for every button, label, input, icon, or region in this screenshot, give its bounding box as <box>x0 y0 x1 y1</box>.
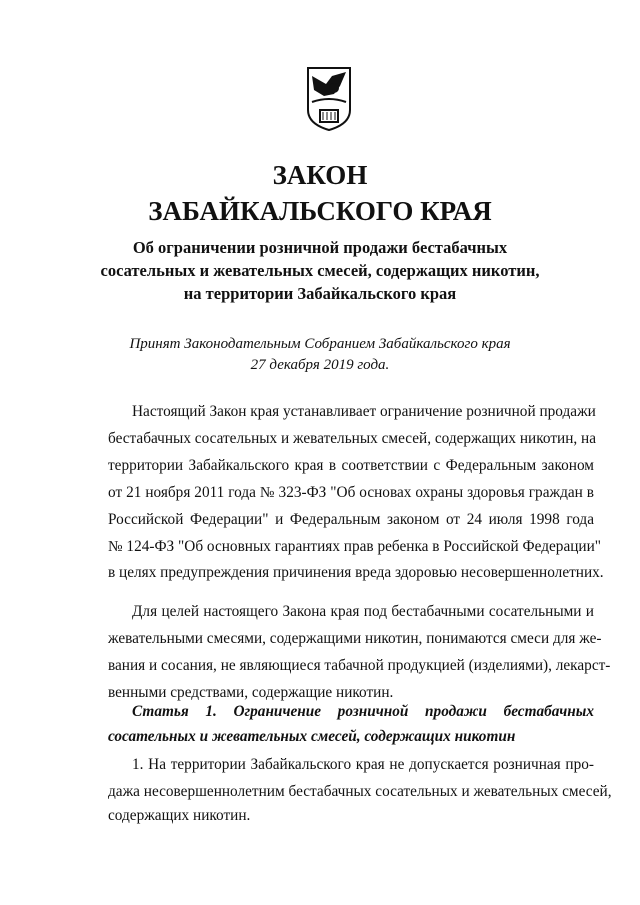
coat-of-arms-icon <box>306 66 352 132</box>
paragraph-line: Российской Федерации" и Федеральным законом от 24 июля 1998 года <box>108 511 594 528</box>
paragraph-line: в целях предупреждения причинения вреда здоровью несовершеннолетних. <box>108 564 604 581</box>
paragraph-line: содержащих никотин. <box>108 807 251 824</box>
adopted-date: 27 декабря 2019 года. <box>250 357 390 373</box>
paragraph-line: Настоящий Закон края устанавливает ограничение розничной продажи <box>132 403 596 420</box>
paragraph-line: бестабачных сосательных и жевательных смесей, содержащих никотин, на <box>108 430 597 447</box>
region-title: ЗАБАЙКАЛЬСКОГО КРАЯ <box>148 196 492 226</box>
paragraph-line: венными средствами, содержащие никотин. <box>108 684 394 701</box>
paragraph-line: № 124-ФЗ "Об основных гарантиях прав ребенка в Российской Федерации" <box>108 538 602 555</box>
paragraph-line: от 21 ноября 2011 года № 323-ФЗ "Об основах охраны здоровья граждан в <box>108 484 594 501</box>
paragraph-line: жевательными смесями, содержащими никотин, понимаются смеси для же- <box>108 630 602 647</box>
paragraph-line: Для целей настоящего Закона края под бестабачными сосательными и <box>132 603 594 620</box>
article-heading: Статья 1. Ограничение розничной продажи бестабачных <box>132 703 594 720</box>
paragraph-line: 1. На территории Забайкальского края не допускается розничная про- <box>132 756 594 773</box>
law-title: ЗАКОН <box>272 160 368 190</box>
adopted-by: Принят Законодательным Собранием Забайкальского края <box>129 336 511 352</box>
paragraph-line: вания и сосания, не являющиеся табачной продукцией (изделиями), лекарст- <box>108 657 611 674</box>
subtitle-line: на территории Забайкальского края <box>183 284 457 303</box>
paragraph-line: территории Забайкальского края в соответствии с Федеральным законом <box>108 457 594 474</box>
paragraph-line: дажа несовершеннолетним бестабачных сосательных и жевательных смесей, <box>108 783 612 800</box>
subtitle-line: Об ограничении розничной продажи бестабачных <box>132 238 508 257</box>
subtitle-line: сосательных и жевательных смесей, содержащих никотин, <box>100 261 540 280</box>
article-heading: сосательных и жевательных смесей, содержащих никотин <box>108 728 516 745</box>
